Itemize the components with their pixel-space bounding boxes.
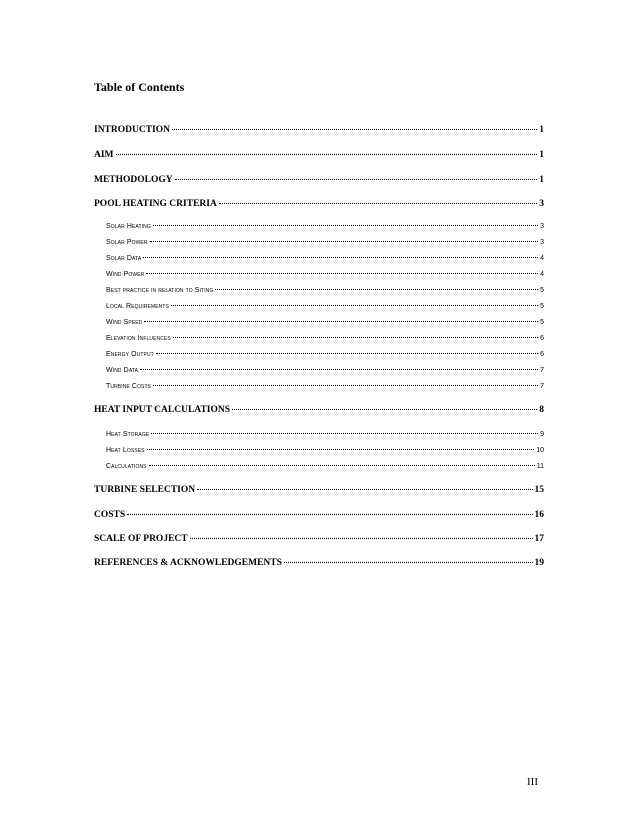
toc-entry-page: 5 [540,287,544,294]
toc-entry-introduction[interactable] [94,125,544,135]
dot-leader [127,514,532,515]
toc-entry-label: Heat Storage [106,431,150,438]
dot-leader [190,538,533,539]
toc-entry-label: Best practice in relation to Siting [106,287,214,294]
dot-leader [156,353,538,354]
toc-entry-turbine-costs[interactable] [94,383,544,390]
toc-entry-page: 19 [534,558,544,568]
dot-leader [147,449,535,450]
toc-entry-turbine-selection[interactable] [94,485,544,495]
dot-leader [153,225,538,226]
toc-entry-aim[interactable] [94,150,544,160]
dot-leader [215,289,538,290]
toc-entry-calculations[interactable] [94,463,544,470]
toc-entry-wind-speed[interactable] [94,319,544,326]
toc-entry-label: HEAT INPUT CALCULATIONS [94,405,231,415]
toc-entry-solar-power[interactable] [94,239,544,246]
toc-entry-page: 8 [539,405,544,415]
toc-entry-local-requirements[interactable] [94,303,544,310]
toc-entry-label: Elevation Influences [106,335,171,342]
toc-entry-page: 5 [540,319,544,326]
page-number: III [527,776,538,788]
toc-heading: Table of Contents [94,80,185,94]
dot-leader [232,409,537,410]
toc-entry-label: METHODOLOGY [94,175,173,185]
toc-entry-solar-data[interactable] [94,255,544,262]
toc-entry-label: Heat Losses [106,447,145,454]
toc-entry-scale-of-project[interactable] [94,534,544,544]
toc-entry-page: 10 [536,447,544,454]
dot-leader [150,241,539,242]
dot-leader [116,154,538,155]
toc-entry-label: Local Requirements [106,303,169,310]
toc-entry-heat-storage[interactable] [94,431,544,438]
toc-entry-label: TURBINE SELECTION [94,485,196,495]
dot-leader [144,321,538,322]
toc-entry-label: Wind Data [106,367,139,374]
toc-entry-label: Wind Speed [106,319,143,326]
toc-entry-page: 1 [539,175,544,185]
toc-entry-label: Solar Data [106,255,142,262]
toc-entry-costs[interactable] [94,510,544,520]
toc-entry-page: 3 [540,239,544,246]
toc-entry-page: 1 [539,125,544,135]
toc-entry-label: SCALE OF PROJECT [94,534,188,544]
toc-entry-label: COSTS [94,510,126,520]
toc-entry-page: 17 [534,534,544,544]
toc-entry-methodology[interactable] [94,175,544,185]
toc-entry-label: REFERENCES & ACKNOWLEDGEMENTS [94,558,282,568]
dot-leader [175,179,538,180]
dot-leader [219,203,537,204]
toc-entry-page: 3 [540,223,544,230]
toc-entry-page: 11 [536,463,544,470]
toc-entry-page: 1 [539,150,544,160]
toc-entry-heat-input-calculations[interactable] [94,405,544,415]
toc-entry-label: Energy Output [106,351,154,358]
toc-entry-page: 16 [534,510,544,520]
toc-entry-references-acknowledgements[interactable] [94,558,544,568]
toc-entry-label: AIM [94,150,114,160]
dot-leader [284,562,533,563]
toc-entry-elevation-influences[interactable] [94,335,544,342]
toc-entry-label: INTRODUCTION [94,125,171,135]
toc-entry-page: 15 [534,485,544,495]
dot-leader [171,305,538,306]
dot-leader [153,385,538,386]
dot-leader [173,337,538,338]
toc-entry-page: 7 [540,367,544,374]
toc-entry-label: Solar Heating [106,223,151,230]
toc-entry-label: Turbine Costs [106,383,152,390]
toc-entry-label: POOL HEATING CRITERIA [94,199,217,209]
toc-entry-label: Solar Power [106,239,148,246]
dot-leader [140,369,538,370]
dot-leader [149,465,535,466]
toc-entry-page: 3 [539,199,544,209]
toc-entry-page: 4 [540,255,544,262]
toc-entry-page: 6 [540,335,544,342]
toc-entry-heat-losses[interactable] [94,447,544,454]
dot-leader [172,129,537,130]
dot-leader [146,273,538,274]
toc-entry-page: 6 [540,351,544,358]
toc-entry-label: Wind Power [106,271,145,278]
toc-entry-pool-heating-criteria[interactable] [94,199,544,209]
dot-leader [143,257,538,258]
toc-entry-energy-output[interactable] [94,351,544,358]
toc-entry-page: 9 [540,431,544,438]
toc-entry-wind-data[interactable] [94,367,544,374]
dot-leader [197,489,532,490]
toc-entry-page: 4 [540,271,544,278]
toc-entry-best-practice-siting[interactable] [94,287,544,294]
toc-entry-page: 7 [540,383,544,390]
toc-entry-label: Calculations [106,463,147,470]
toc-entry-wind-power[interactable] [94,271,544,278]
toc-entry-page: 5 [540,303,544,310]
dot-leader [151,433,538,434]
toc-entry-solar-heating[interactable] [94,223,544,230]
